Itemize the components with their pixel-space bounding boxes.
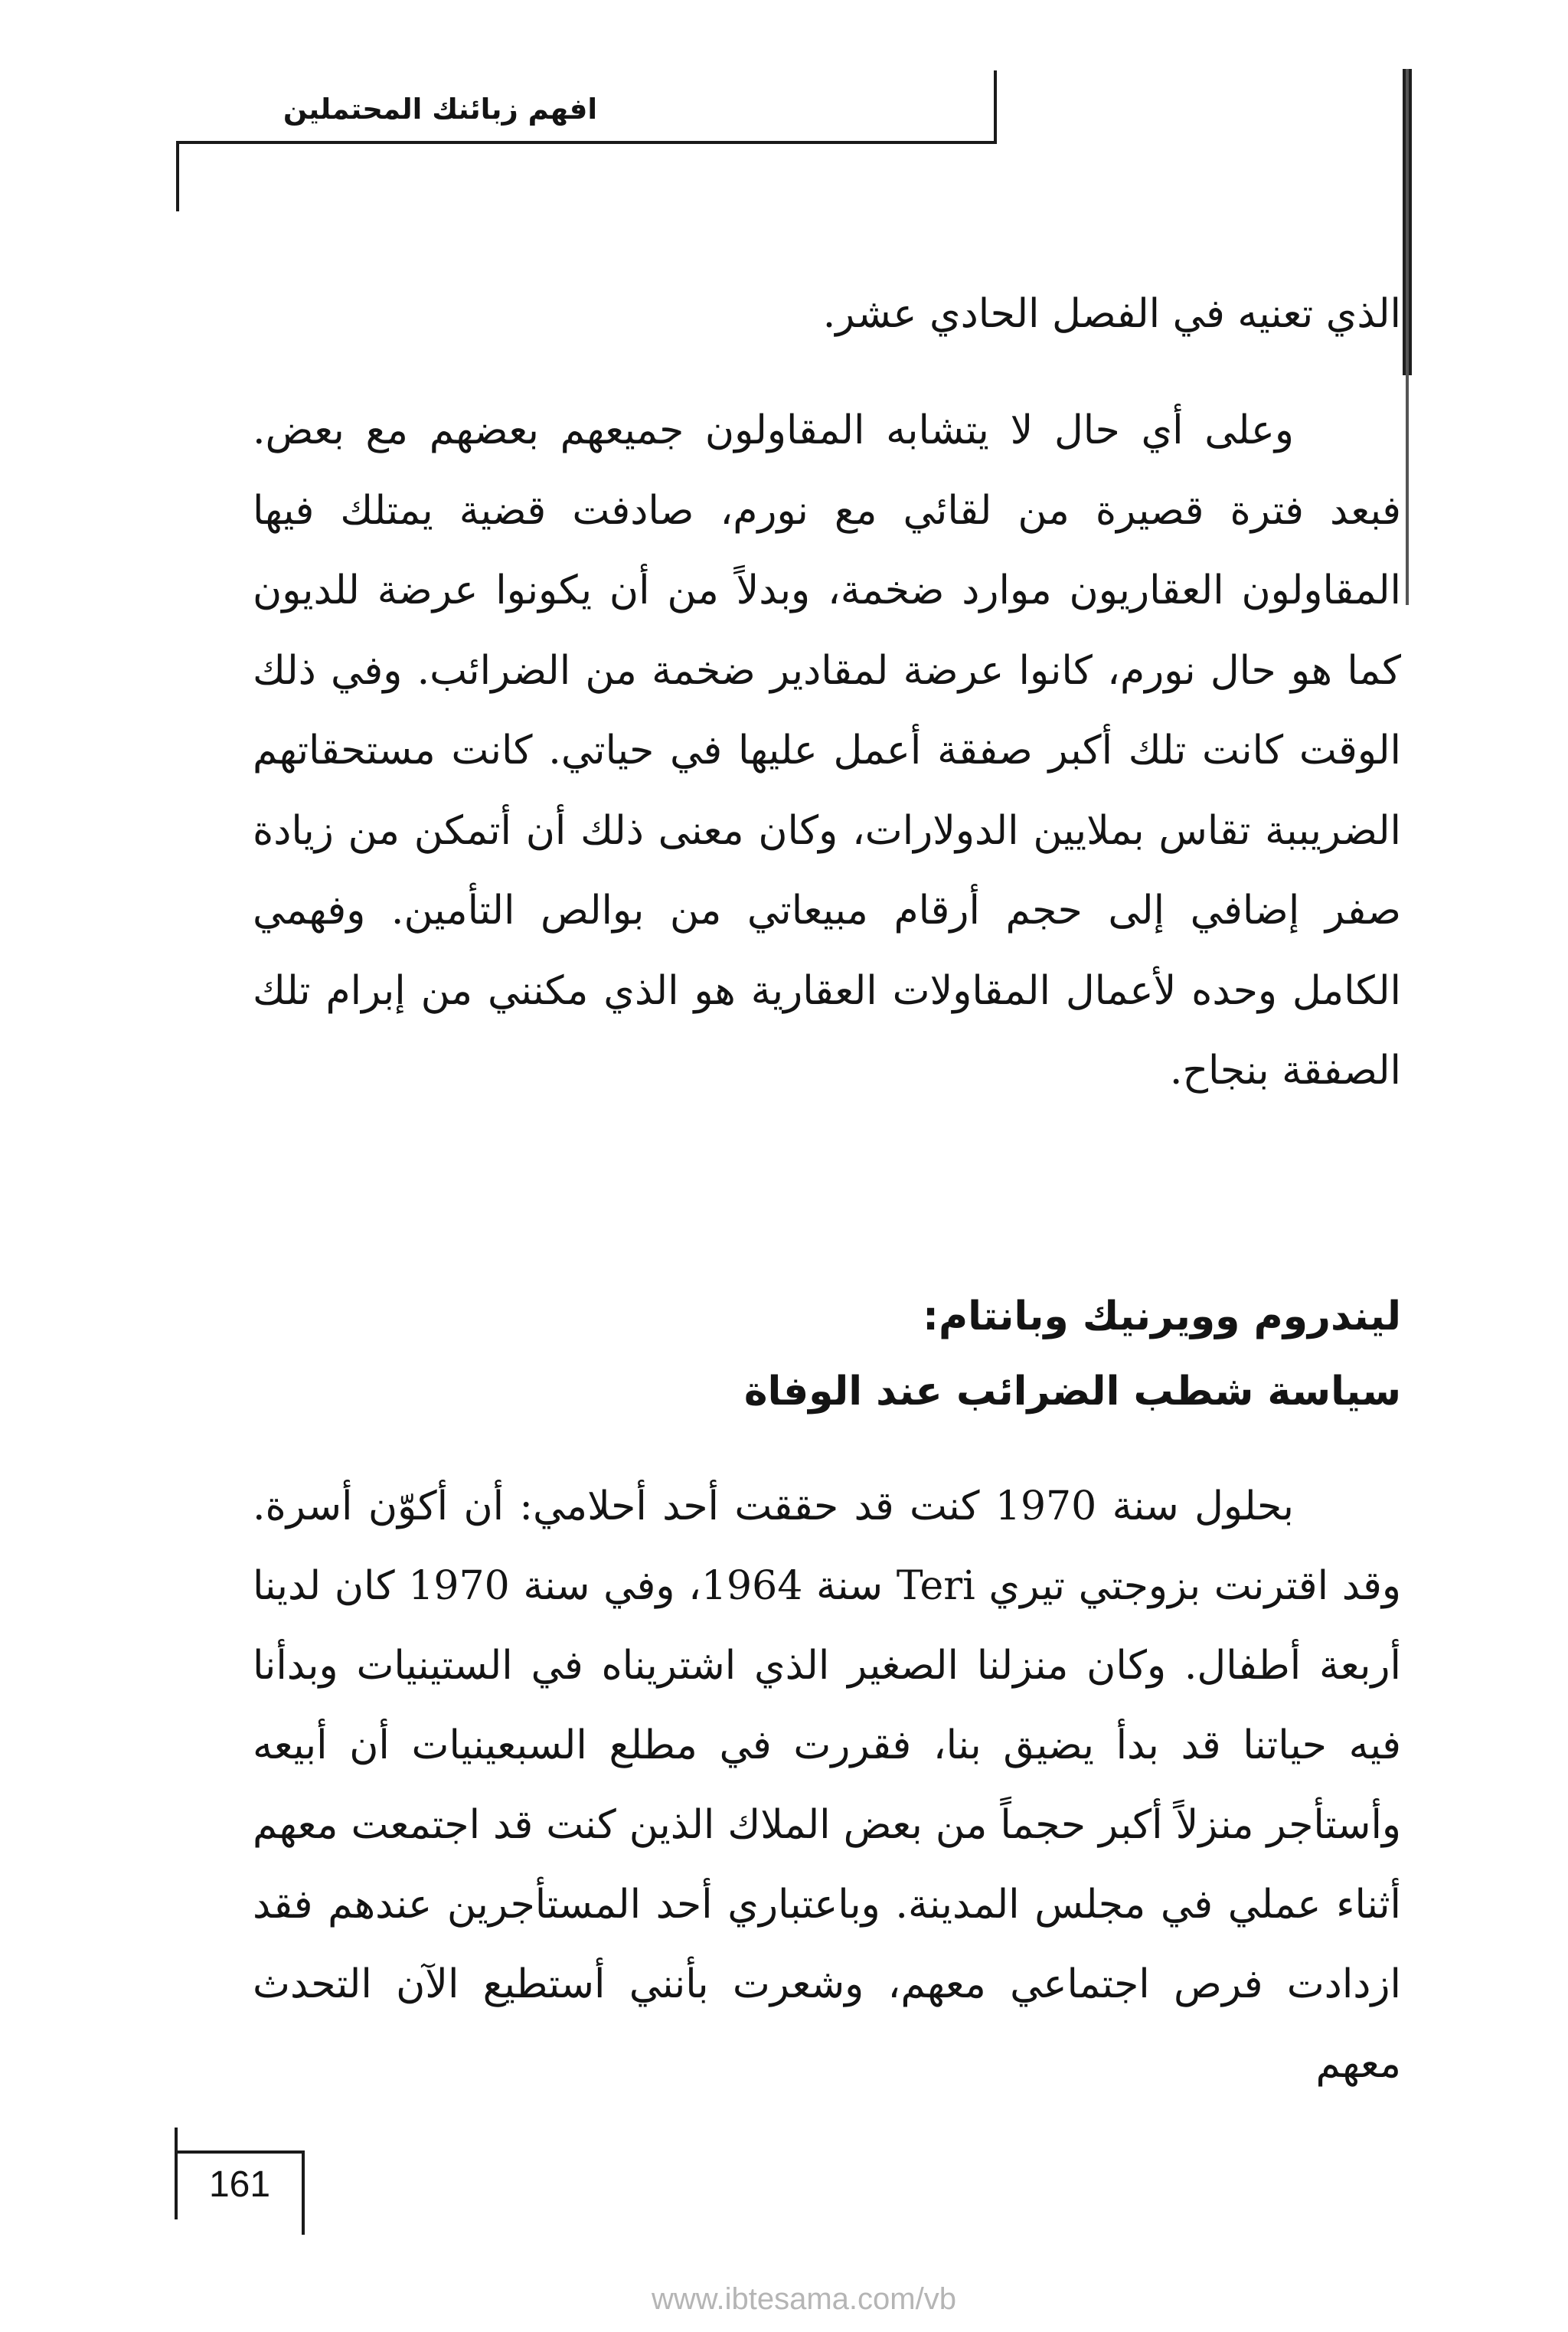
header-rule-left-vertical: [176, 141, 179, 211]
watermark-url[interactable]: www.ibtesama.com/vb: [652, 2282, 956, 2316]
header-rule-horizontal: [176, 141, 997, 144]
footer-rule-left-vertical: [175, 2128, 178, 2219]
running-header-title: افهم زبائنك المحتملين: [283, 93, 597, 126]
footer-rule-horizontal: [175, 2150, 303, 2154]
binding-edge-line: [1406, 69, 1409, 605]
paragraph-1-text: الذي تعنيه في الفصل الحادي عشر.: [822, 291, 1401, 337]
page-number: 161: [208, 2164, 271, 2205]
paragraph-3-text: بحلول سنة 1970 كنت قد حققت أحد أحلامي: أن أكوّن أسرة. وقد اقترنت بزوجتي تيري Teri سنة 1964، وفي سنة 1970 كان لدينا أربعة أطفال. وكان منزلنا الصغير الذي اشتريناه في الستينيات وبدأنا فيه حياتنا قد بدأ يضيق بنا، فقررت في مطلع السبعينيات أن أبيعه وأستأجر منزلاً أكبر حجماً من بعض الملاك الذين كنت قد اجتمعت معهم أثناء عملي في مجلس المدينة. وباعتباري أحد المستأجرين عندهم فقد ازدادت فرص اجتماعي معهم، وشعرت بأنني أستطيع الآن التحدث معهم: [253, 1483, 1401, 2087]
paragraph-2-text: وعلى أي حال لا يتشابه المقاولون جميعهم بعضهم مع بعض. فبعد فترة قصيرة من لقائي مع نورم، صادفت قضية يمتلك فيها المقاولون العقاريون موارد ضخمة، وبدلاً من أن يكونوا عرضة للديون كما هو حال نورم، كانوا عرضة لمقادير ضخمة من الضرائب. وفي ذلك الوقت كانت تلك أكبر صفقة أعمل عليها في حياتي. كانت مستحقاتهم الضريببة تقاس بملايين الدولارات، وكان معنى ذلك أن أتمكن من زيادة صفر إضافي إلى حجم أرقام مبيعاتي من بوالص التأمين. وفهمي الكامل وحده لأعمال المقاولات العقارية هو الذي مكنني من إبرام تلك الصفقة بنجاح.: [253, 407, 1401, 1094]
paragraph-1: [253, 274, 1401, 354]
paragraph-3: [253, 1467, 1401, 2104]
footer-rule-right-vertical: [302, 2150, 305, 2235]
paragraph-2: [253, 391, 1401, 1111]
header-rule-right-vertical: [994, 70, 997, 141]
section-heading-line-2: سياسة شطب الضرائب عند الوفاة: [743, 1369, 1401, 1415]
section-heading-line-1: ليندروم وويرنيك وبانتام:: [923, 1294, 1401, 1339]
